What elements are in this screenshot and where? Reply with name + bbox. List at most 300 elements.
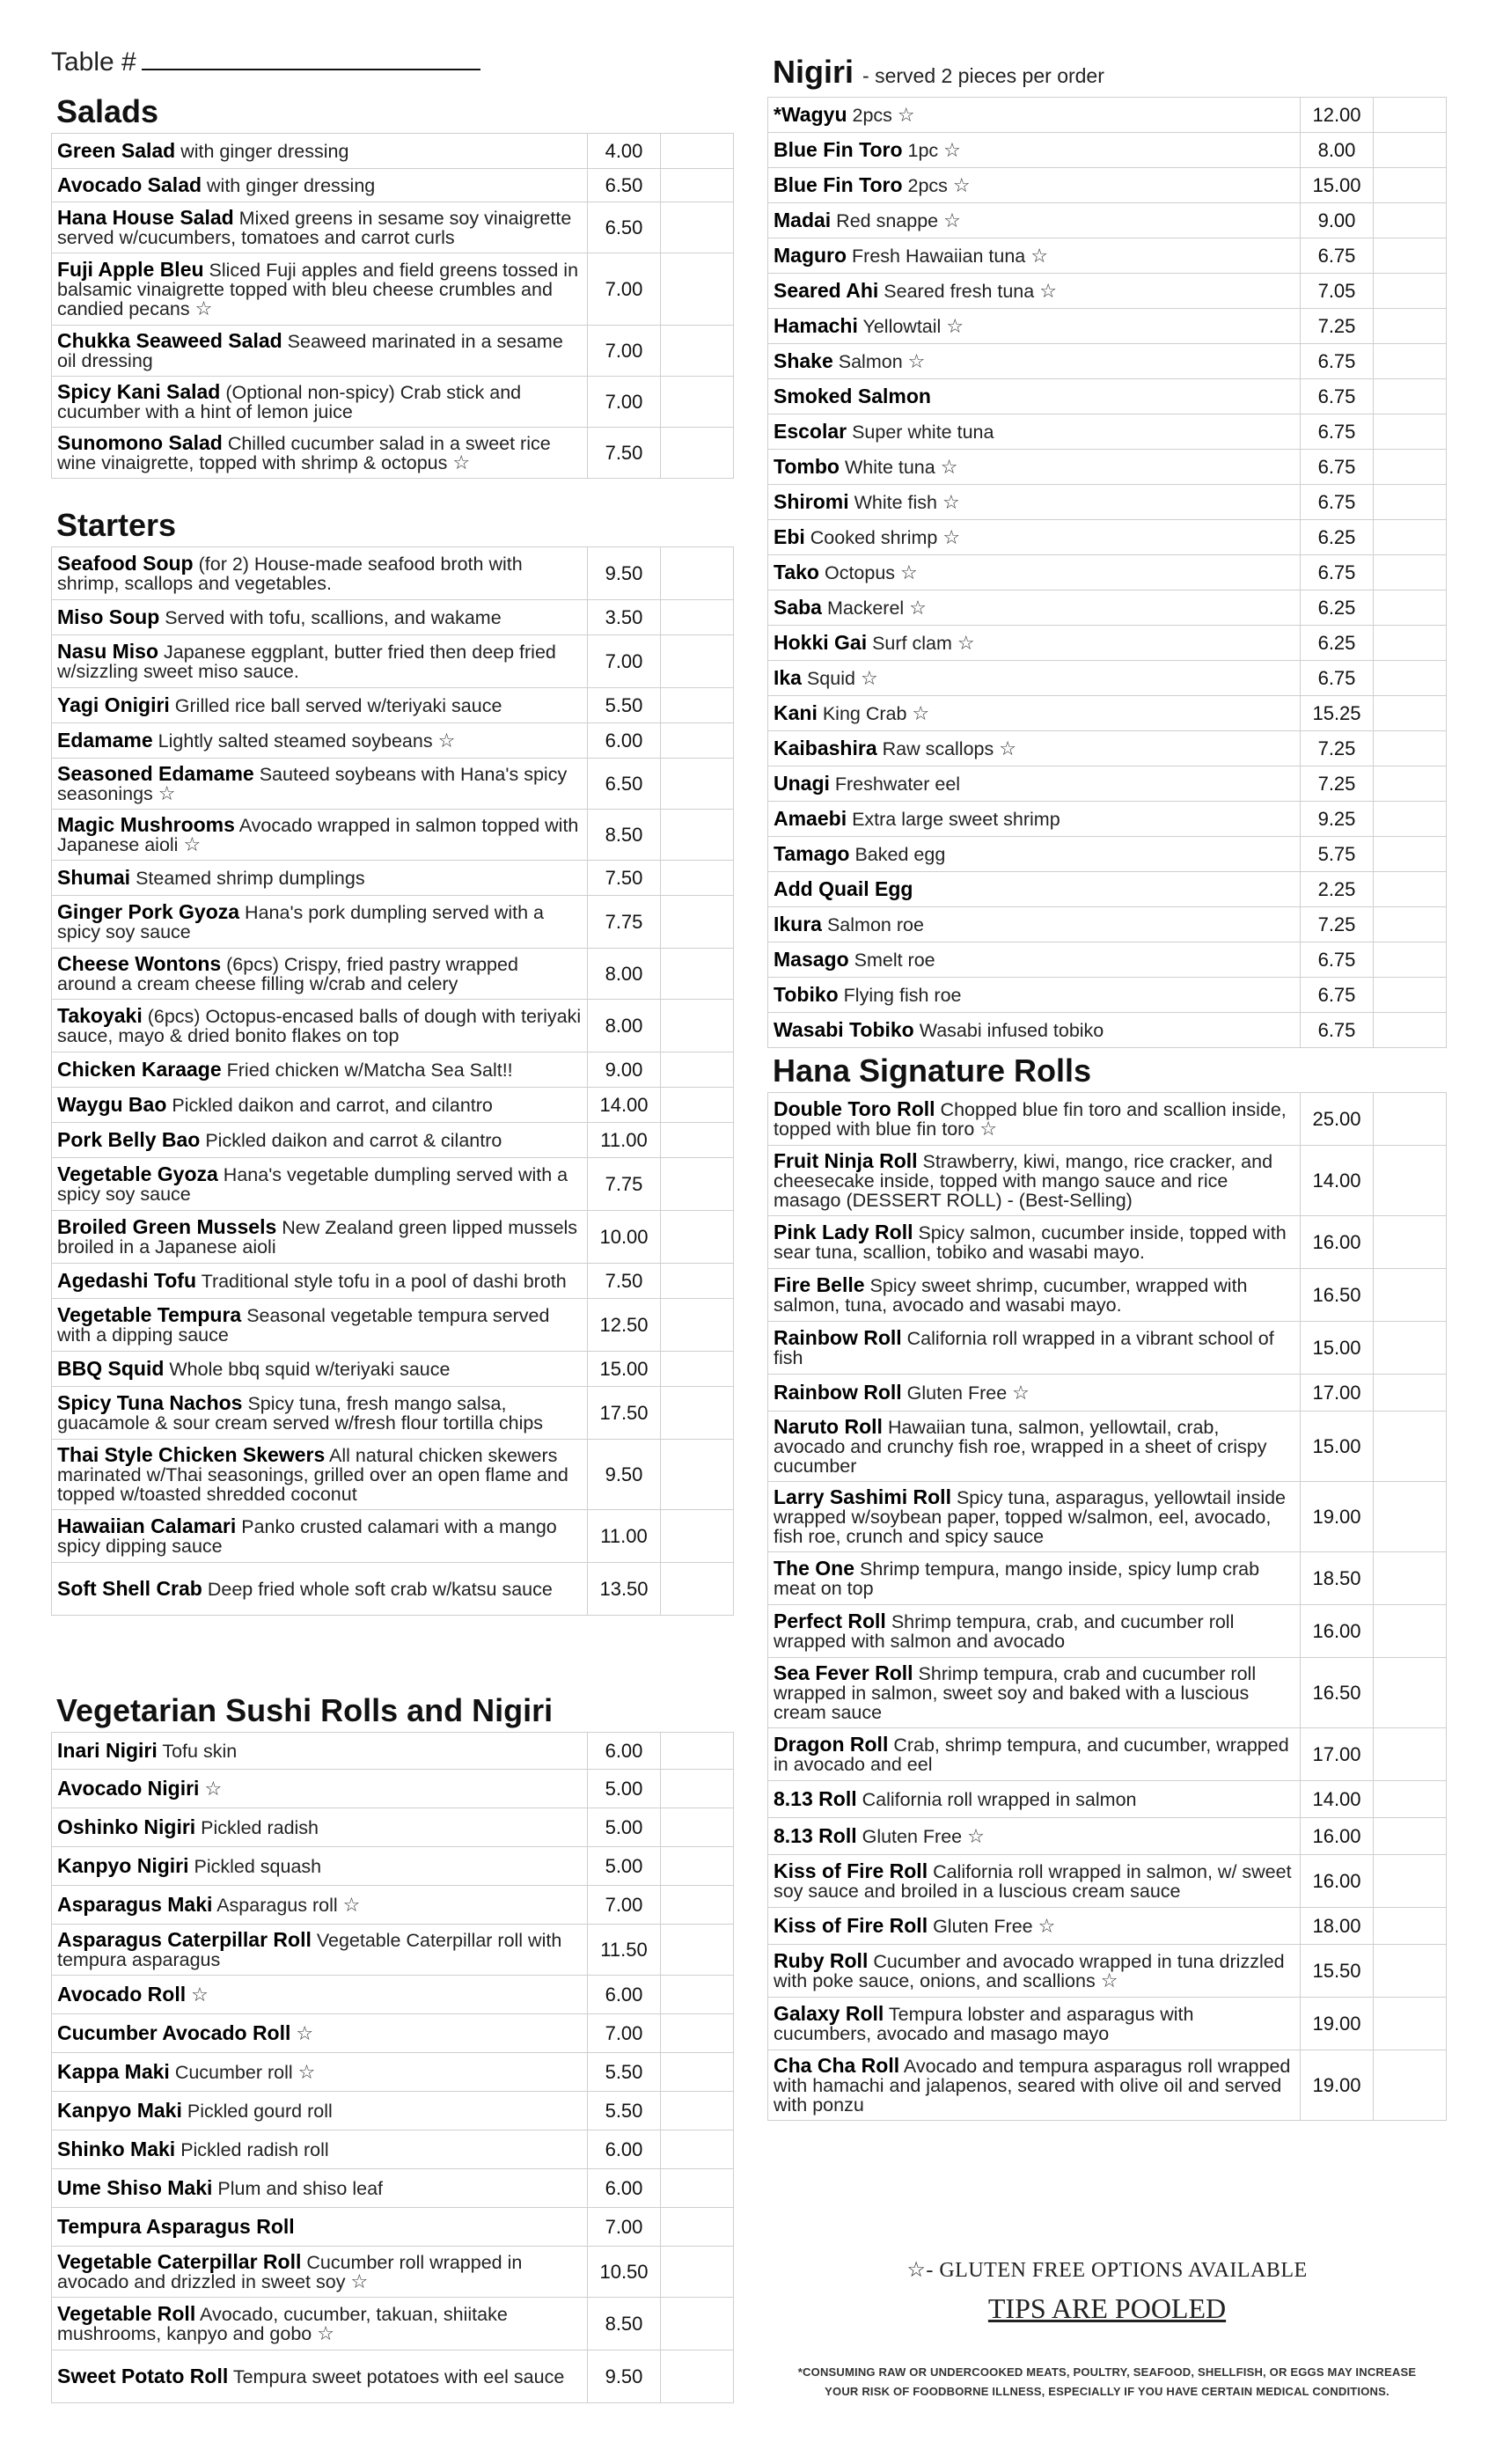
order-quantity-cell[interactable] xyxy=(1374,1146,1447,1216)
menu-item-row xyxy=(52,2247,734,2298)
menu-item-name: Chicken Karaage xyxy=(57,1058,222,1081)
starters-table xyxy=(51,546,734,1616)
menu-item-name: Madai xyxy=(774,209,832,231)
menu-item-description-cell xyxy=(768,1412,1301,1482)
order-quantity-cell[interactable] xyxy=(661,1387,734,1440)
menu-item-description-cell xyxy=(768,1605,1301,1658)
menu-item-price: 8.50 xyxy=(588,2298,661,2350)
menu-item-row xyxy=(52,1770,734,1808)
menu-item-name: Ika xyxy=(774,666,802,689)
signature-table xyxy=(767,1092,1447,2121)
order-quantity-cell[interactable] xyxy=(661,1847,734,1886)
menu-item-description-cell xyxy=(52,1808,588,1847)
menu-item-description-cell xyxy=(768,661,1301,696)
order-quantity-cell[interactable] xyxy=(661,428,734,479)
menu-item-name: Nasu Miso xyxy=(57,640,159,663)
menu-item-name: Larry Sashimi Roll xyxy=(774,1485,951,1508)
order-quantity-cell[interactable] xyxy=(1374,2050,1447,2121)
gluten-free-star-icon: ☆ xyxy=(900,561,918,583)
order-quantity-cell[interactable] xyxy=(1374,802,1447,837)
gluten-free-star-icon: ☆ xyxy=(158,782,176,804)
gluten-free-star-icon: ☆ xyxy=(979,1118,998,1140)
menu-item-desc: Shrimp tempura, crab, and cucumber roll wrapped with salmon and avocado xyxy=(774,1611,1235,1652)
menu-item-price: 11.00 xyxy=(588,1123,661,1158)
gluten-free-star-icon: ☆ xyxy=(952,174,971,196)
menu-item-row xyxy=(768,98,1447,133)
menu-item-description-cell xyxy=(52,134,588,169)
order-quantity-cell[interactable] xyxy=(1374,978,1447,1013)
menu-item-desc: Tempura lobster and asparagus with cucumbers, avocado and masago mayo xyxy=(774,2004,1194,2044)
menu-item-desc: Pickled radish roll xyxy=(180,2139,329,2160)
gluten-free-star-icon: ☆ xyxy=(860,667,878,689)
menu-item-description-cell xyxy=(52,688,588,723)
order-quantity-cell[interactable] xyxy=(661,2169,734,2208)
menu-item-desc: Tofu skin xyxy=(162,1741,238,1762)
menu-item-row xyxy=(768,1412,1447,1482)
menu-item-row xyxy=(52,134,734,169)
menu-item-description-cell xyxy=(52,202,588,253)
gluten-free-star-icon: ☆ xyxy=(1012,1382,1030,1404)
menu-item-row xyxy=(768,1322,1447,1375)
menu-item-description-cell xyxy=(768,907,1301,942)
menu-item-price: 5.50 xyxy=(588,688,661,723)
order-quantity-cell[interactable] xyxy=(1374,1093,1447,1146)
menu-item-row xyxy=(52,1123,734,1158)
menu-item-price: 8.50 xyxy=(588,810,661,861)
vegetarian-table xyxy=(51,1732,734,2403)
menu-item-desc: Chopped blue fin toro and scallion inside, topped with blue fin toro xyxy=(774,1099,1287,1140)
menu-item-row xyxy=(768,1855,1447,1908)
order-quantity-cell[interactable] xyxy=(661,723,734,759)
menu-item-row xyxy=(52,861,734,896)
order-quantity-cell[interactable] xyxy=(661,896,734,949)
order-quantity-cell[interactable] xyxy=(661,2208,734,2247)
order-quantity-cell[interactable] xyxy=(1374,379,1447,414)
menu-item-price: 6.75 xyxy=(1301,450,1374,485)
order-quantity-cell[interactable] xyxy=(1374,1375,1447,1412)
menu-item-price: 12.00 xyxy=(1301,98,1374,133)
menu-item-name: 8.13 Roll xyxy=(774,1787,857,1810)
order-quantity-cell[interactable] xyxy=(661,253,734,326)
menu-item-row xyxy=(768,942,1447,978)
menu-item-desc: Cooked shrimp xyxy=(810,527,938,548)
menu-item-desc: (Optional non-spicy) Crab stick and cucumber with a hint of lemon juice xyxy=(57,382,522,422)
menu-item-name: Add Quail Egg xyxy=(774,877,913,900)
order-quantity-cell[interactable] xyxy=(1374,274,1447,309)
menu-item-row xyxy=(768,590,1447,626)
menu-item-row xyxy=(52,759,734,810)
menu-item-price: 5.00 xyxy=(588,1770,661,1808)
menu-item-name: Seasoned Edamame xyxy=(57,762,254,785)
menu-item-desc: 2pcs xyxy=(852,105,892,126)
order-quantity-cell[interactable] xyxy=(661,2350,734,2403)
menu-item-description-cell xyxy=(768,978,1301,1013)
order-quantity-cell[interactable] xyxy=(1374,907,1447,942)
menu-item-description-cell xyxy=(768,379,1301,414)
order-quantity-cell[interactable] xyxy=(661,759,734,810)
menu-item-description-cell xyxy=(768,168,1301,203)
menu-item-description-cell xyxy=(52,1352,588,1387)
menu-item-desc: Traditional style tofu in a pool of dashi broth xyxy=(201,1271,567,1292)
order-quantity-cell[interactable] xyxy=(1374,1945,1447,1998)
order-quantity-cell[interactable] xyxy=(661,1563,734,1616)
menu-item-name: Escolar xyxy=(774,420,847,443)
menu-item-row xyxy=(52,2298,734,2350)
signature-section xyxy=(767,1052,1447,2121)
menu-item-desc: Strawberry, kiwi, mango, rice cracker, and cheesecake inside, topped with mango sauce and rice masago (DESSERT ROLL) - (Best-Selling) xyxy=(774,1151,1273,1211)
menu-item-row xyxy=(768,626,1447,661)
menu-item-name: Ginger Pork Gyoza xyxy=(57,900,240,923)
menu-item-desc: Red snappe xyxy=(836,210,939,231)
menu-item-row xyxy=(768,1781,1447,1818)
signature-title: Hana Signature Rolls xyxy=(773,1052,1092,1089)
menu-item-desc: Asparagus roll xyxy=(216,1895,338,1916)
order-quantity-cell[interactable] xyxy=(661,1088,734,1123)
order-quantity-cell[interactable] xyxy=(1374,731,1447,766)
gluten-free-star-icon: ☆ xyxy=(1039,280,1057,302)
menu-item-price: 6.75 xyxy=(1301,485,1374,520)
menu-item-price: 14.00 xyxy=(588,1088,661,1123)
menu-item-price: 19.00 xyxy=(1301,1998,1374,2050)
order-quantity-cell[interactable] xyxy=(661,861,734,896)
order-quantity-cell[interactable] xyxy=(661,635,734,688)
menu-item-name: Green Salad xyxy=(57,139,176,162)
menu-item-desc: Seaweed marinated in a sesame oil dressing xyxy=(57,331,563,371)
menu-item-description-cell xyxy=(52,2247,588,2298)
menu-item-description-cell xyxy=(52,428,588,479)
menu-item-row xyxy=(52,810,734,861)
order-quantity-cell[interactable] xyxy=(661,949,734,1000)
order-quantity-cell[interactable] xyxy=(1374,485,1447,520)
order-quantity-cell[interactable] xyxy=(661,2092,734,2130)
starters-section xyxy=(51,506,734,1616)
order-quantity-cell[interactable] xyxy=(661,326,734,377)
menu-item-row xyxy=(52,2130,734,2169)
order-quantity-cell[interactable] xyxy=(661,2014,734,2053)
menu-item-name: Fuji Apple Bleu xyxy=(57,258,204,281)
menu-item-description-cell xyxy=(768,626,1301,661)
menu-item-name: Shumai xyxy=(57,866,131,889)
menu-item-desc: 2pcs xyxy=(907,175,948,196)
gluten-free-star-icon: ☆ xyxy=(297,2061,316,2083)
menu-item-name: Fire Belle xyxy=(774,1273,865,1296)
order-quantity-cell[interactable] xyxy=(1374,696,1447,731)
order-quantity-cell[interactable] xyxy=(661,202,734,253)
order-quantity-cell[interactable] xyxy=(661,1352,734,1387)
menu-item-row xyxy=(768,766,1447,802)
menu-item-row xyxy=(52,896,734,949)
menu-item-price: 7.25 xyxy=(1301,766,1374,802)
menu-item-description-cell xyxy=(768,1728,1301,1781)
menu-item-price: 6.75 xyxy=(1301,555,1374,590)
menu-item-row xyxy=(768,837,1447,872)
order-quantity-cell[interactable] xyxy=(661,1440,734,1510)
menu-item-row xyxy=(52,1510,734,1563)
order-quantity-cell[interactable] xyxy=(1374,1605,1447,1658)
menu-item-price: 6.75 xyxy=(1301,344,1374,379)
menu-item-price: 7.75 xyxy=(588,896,661,949)
menu-item-name: Ebi xyxy=(774,525,805,548)
order-quantity-cell[interactable] xyxy=(1374,837,1447,872)
order-quantity-cell[interactable] xyxy=(1374,1412,1447,1482)
order-quantity-cell[interactable] xyxy=(661,1158,734,1211)
order-quantity-cell[interactable] xyxy=(661,169,734,202)
menu-item-description-cell xyxy=(768,309,1301,344)
order-quantity-cell[interactable] xyxy=(1374,309,1447,344)
order-quantity-cell[interactable] xyxy=(1374,872,1447,907)
order-quantity-cell[interactable] xyxy=(1374,1658,1447,1728)
menu-item-desc: Mixed greens in sesame soy vinaigrette served w/cucumbers, tomatoes and carrot curls xyxy=(57,208,572,248)
order-quantity-cell[interactable] xyxy=(661,1510,734,1563)
menu-item-desc: (6pcs) Crispy, fried pastry wrapped around a cream cheese filling w/crab and celery xyxy=(57,954,518,994)
menu-item-name: Hamachi xyxy=(774,314,858,337)
menu-item-description-cell xyxy=(52,2092,588,2130)
order-quantity-cell[interactable] xyxy=(1374,520,1447,555)
menu-item-price: 7.50 xyxy=(588,428,661,479)
gluten-free-star-icon: ☆ xyxy=(194,297,213,319)
menu-item-name: Shinko Maki xyxy=(57,2138,176,2160)
table-number-field xyxy=(51,48,480,77)
order-quantity-cell[interactable] xyxy=(1374,590,1447,626)
menu-item-price: 11.50 xyxy=(588,1925,661,1976)
menu-item-price: 6.50 xyxy=(588,169,661,202)
menu-item-row xyxy=(768,1216,1447,1269)
menu-item-price: 17.00 xyxy=(1301,1375,1374,1412)
menu-item-description-cell xyxy=(52,1052,588,1088)
menu-item-description-cell xyxy=(52,326,588,377)
menu-item-price: 18.00 xyxy=(1301,1908,1374,1945)
order-quantity-cell[interactable] xyxy=(1374,1908,1447,1945)
order-quantity-cell[interactable] xyxy=(661,1808,734,1847)
menu-item-desc: with ginger dressing xyxy=(207,175,376,196)
order-quantity-cell[interactable] xyxy=(661,1123,734,1158)
menu-item-name: Vegetable Gyoza xyxy=(57,1162,218,1185)
menu-item-price: 6.75 xyxy=(1301,978,1374,1013)
menu-item-description-cell xyxy=(52,2169,588,2208)
order-quantity-cell[interactable] xyxy=(1374,344,1447,379)
order-quantity-cell[interactable] xyxy=(1374,238,1447,274)
menu-item-name: Galaxy Roll xyxy=(774,2002,884,2025)
menu-item-description-cell xyxy=(768,1908,1301,1945)
menu-item-description-cell xyxy=(52,1158,588,1211)
order-quantity-cell[interactable] xyxy=(1374,203,1447,238)
menu-item-row xyxy=(768,1908,1447,1945)
menu-item-description-cell xyxy=(768,837,1301,872)
order-quantity-cell[interactable] xyxy=(661,1770,734,1808)
menu-item-row xyxy=(52,2053,734,2092)
order-quantity-cell[interactable] xyxy=(1374,1781,1447,1818)
menu-item-price: 7.50 xyxy=(588,861,661,896)
gluten-free-star-icon: ☆ xyxy=(999,737,1016,759)
menu-item-name: Seafood Soup xyxy=(57,552,194,575)
menu-item-row xyxy=(768,978,1447,1013)
menu-item-description-cell xyxy=(52,2053,588,2092)
gluten-free-star-icon: ☆ xyxy=(191,1984,209,2006)
order-quantity-cell[interactable] xyxy=(661,1052,734,1088)
menu-item-price: 5.75 xyxy=(1301,837,1374,872)
menu-item-desc: Shrimp tempura, crab and cucumber roll wrapped in salmon, sweet soy and baked with a luscious cream sauce xyxy=(774,1663,1257,1723)
menu-item-description-cell xyxy=(52,861,588,896)
menu-item-price: 7.50 xyxy=(588,1264,661,1299)
order-quantity-cell[interactable] xyxy=(1374,1998,1447,2050)
menu-item-row xyxy=(52,2350,734,2403)
menu-item-description-cell xyxy=(52,1886,588,1925)
menu-item-row xyxy=(52,688,734,723)
order-quantity-cell[interactable] xyxy=(661,1733,734,1770)
menu-item-description-cell xyxy=(768,1658,1301,1728)
order-quantity-cell[interactable] xyxy=(661,688,734,723)
order-quantity-cell[interactable] xyxy=(1374,1728,1447,1781)
menu-item-description-cell xyxy=(52,600,588,635)
menu-item-description-cell xyxy=(52,723,588,759)
order-quantity-cell[interactable] xyxy=(661,1925,734,1976)
order-quantity-cell[interactable] xyxy=(661,1211,734,1264)
order-quantity-cell[interactable] xyxy=(661,547,734,600)
menu-item-description-cell xyxy=(768,1013,1301,1048)
order-quantity-cell[interactable] xyxy=(1374,98,1447,133)
menu-item-name: Tombo xyxy=(774,455,840,478)
order-quantity-cell[interactable] xyxy=(1374,942,1447,978)
menu-item-row xyxy=(52,723,734,759)
menu-item-name: Kanpyo Maki xyxy=(57,2099,182,2122)
menu-item-row xyxy=(768,414,1447,450)
menu-item-price: 19.00 xyxy=(1301,1482,1374,1552)
menu-item-name: Yagi Onigiri xyxy=(57,693,170,716)
order-quantity-cell[interactable] xyxy=(1374,1269,1447,1322)
order-quantity-cell[interactable] xyxy=(661,2247,734,2298)
menu-item-price: 6.75 xyxy=(1301,379,1374,414)
menu-item-name: Vegetable Caterpillar Roll xyxy=(57,2250,302,2273)
order-quantity-cell[interactable] xyxy=(661,2298,734,2350)
gluten-free-note: ☆- GLUTEN FREE OPTIONS AVAILABLE xyxy=(906,2259,1308,2282)
menu-item-desc: California roll wrapped in salmon xyxy=(862,1789,1137,1810)
menu-item-description-cell xyxy=(768,1552,1301,1605)
menu-item-row xyxy=(768,168,1447,203)
menu-item-name: Saba xyxy=(774,596,822,619)
order-quantity-cell[interactable] xyxy=(1374,133,1447,168)
salads-section xyxy=(51,92,734,479)
menu-item-name: Pink Lady Roll xyxy=(774,1221,913,1243)
menu-item-name: Tako xyxy=(774,561,819,583)
menu-item-desc: Spicy salmon, cucumber inside, topped with sear tuna, scallion, tobiko and wasabi mayo. xyxy=(774,1222,1287,1263)
order-quantity-cell[interactable] xyxy=(1374,168,1447,203)
menu-item-description-cell xyxy=(768,555,1301,590)
order-quantity-cell[interactable] xyxy=(661,1886,734,1925)
menu-item-description-cell xyxy=(52,1211,588,1264)
order-quantity-cell[interactable] xyxy=(661,810,734,861)
menu-item-row xyxy=(768,1093,1447,1146)
order-quantity-cell[interactable] xyxy=(1374,555,1447,590)
menu-item-name: Miso Soup xyxy=(57,605,160,628)
menu-item-description-cell xyxy=(768,1781,1301,1818)
menu-item-desc: Smelt roe xyxy=(854,950,935,971)
menu-item-name: Maguro xyxy=(774,244,847,267)
menu-item-row xyxy=(768,203,1447,238)
menu-item-desc: Whole bbq squid w/teriyaki sauce xyxy=(169,1359,451,1380)
menu-item-description-cell xyxy=(768,133,1301,168)
menu-item-name: Blue Fin Toro xyxy=(774,138,903,161)
salads-title: Salads xyxy=(56,93,159,129)
menu-item-price: 10.00 xyxy=(588,1211,661,1264)
menu-item-name: Blue Fin Toro xyxy=(774,173,903,196)
menu-item-desc: Grilled rice ball served w/teriyaki sauce xyxy=(174,695,502,716)
menu-item-price: 6.75 xyxy=(1301,1013,1374,1048)
menu-item-price: 16.50 xyxy=(1301,1658,1374,1728)
order-quantity-cell[interactable] xyxy=(661,2130,734,2169)
tips-pooled-note: TIPS ARE POOLED xyxy=(987,2292,1227,2324)
menu-item-row xyxy=(768,379,1447,414)
menu-item-row xyxy=(768,1998,1447,2050)
order-quantity-cell[interactable] xyxy=(1374,626,1447,661)
menu-item-desc: White tuna xyxy=(844,457,935,478)
order-quantity-cell[interactable] xyxy=(1374,1322,1447,1375)
table-number-label: Table # xyxy=(51,48,136,77)
menu-item-row xyxy=(768,1375,1447,1412)
order-quantity-cell[interactable] xyxy=(661,2053,734,2092)
menu-item-name: Tamago xyxy=(774,842,850,865)
menu-item-description-cell xyxy=(52,949,588,1000)
order-quantity-cell[interactable] xyxy=(1374,1855,1447,1908)
menu-item-description-cell xyxy=(52,2130,588,2169)
menu-item-name: Thai Style Chicken Skewers xyxy=(57,1443,326,1466)
menu-item-desc: Fried chicken w/Matcha Sea Salt!! xyxy=(226,1060,513,1081)
order-quantity-cell[interactable] xyxy=(661,377,734,428)
menu-item-name: Unagi xyxy=(774,772,830,795)
menu-item-row xyxy=(768,133,1447,168)
menu-item-price: 9.25 xyxy=(1301,802,1374,837)
order-quantity-cell[interactable] xyxy=(1374,766,1447,802)
menu-item-desc: Pickled daikon and carrot, and cilantro xyxy=(172,1095,493,1116)
order-quantity-cell[interactable] xyxy=(1374,1818,1447,1855)
order-quantity-cell[interactable] xyxy=(1374,661,1447,696)
order-quantity-cell[interactable] xyxy=(661,134,734,169)
order-quantity-cell[interactable] xyxy=(1374,450,1447,485)
table-number-blank xyxy=(142,48,480,70)
menu-item-row xyxy=(768,2050,1447,2121)
menu-item-row xyxy=(52,1088,734,1123)
menu-item-row xyxy=(768,1013,1447,1048)
order-quantity-cell[interactable] xyxy=(1374,414,1447,450)
order-quantity-cell[interactable] xyxy=(1374,1216,1447,1269)
order-quantity-cell[interactable] xyxy=(661,1264,734,1299)
order-quantity-cell[interactable] xyxy=(1374,1013,1447,1048)
order-quantity-cell[interactable] xyxy=(661,1299,734,1352)
menu-item-description-cell xyxy=(768,1945,1301,1998)
order-quantity-cell[interactable] xyxy=(661,1000,734,1052)
order-quantity-cell[interactable] xyxy=(661,600,734,635)
order-quantity-cell[interactable] xyxy=(661,1976,734,2014)
menu-item-row xyxy=(768,872,1447,907)
menu-item-name: Cheese Wontons xyxy=(57,952,222,975)
menu-item-desc: Chilled cucumber salad in a sweet rice wine vinaigrette, topped with shrimp & octopus xyxy=(57,433,551,473)
menu-item-name: Fruit Ninja Roll xyxy=(774,1149,918,1172)
menu-item-name: Oshinko Nigiri xyxy=(57,1815,196,1838)
menu-item-desc: (for 2) House-made seafood broth with shrimp, scallops and vegetables. xyxy=(57,554,523,594)
order-quantity-cell[interactable] xyxy=(1374,1482,1447,1552)
menu-item-price: 15.00 xyxy=(1301,168,1374,203)
menu-item-name: Kappa Maki xyxy=(57,2060,170,2083)
order-quantity-cell[interactable] xyxy=(1374,1552,1447,1605)
menu-item-price: 7.25 xyxy=(1301,309,1374,344)
menu-item-name: Kanpyo Nigiri xyxy=(57,1854,189,1877)
menu-item-price: 5.00 xyxy=(588,1847,661,1886)
menu-item-desc: Lightly salted steamed soybeans xyxy=(158,730,433,752)
menu-item-desc: Crab, shrimp tempura, and cucumber, wrapped in avocado and eel xyxy=(774,1734,1289,1775)
menu-item-name: Masago xyxy=(774,948,849,971)
menu-item-price: 9.00 xyxy=(1301,203,1374,238)
menu-item-desc: Gluten Free xyxy=(862,1826,963,1847)
menu-item-price: 8.00 xyxy=(588,949,661,1000)
